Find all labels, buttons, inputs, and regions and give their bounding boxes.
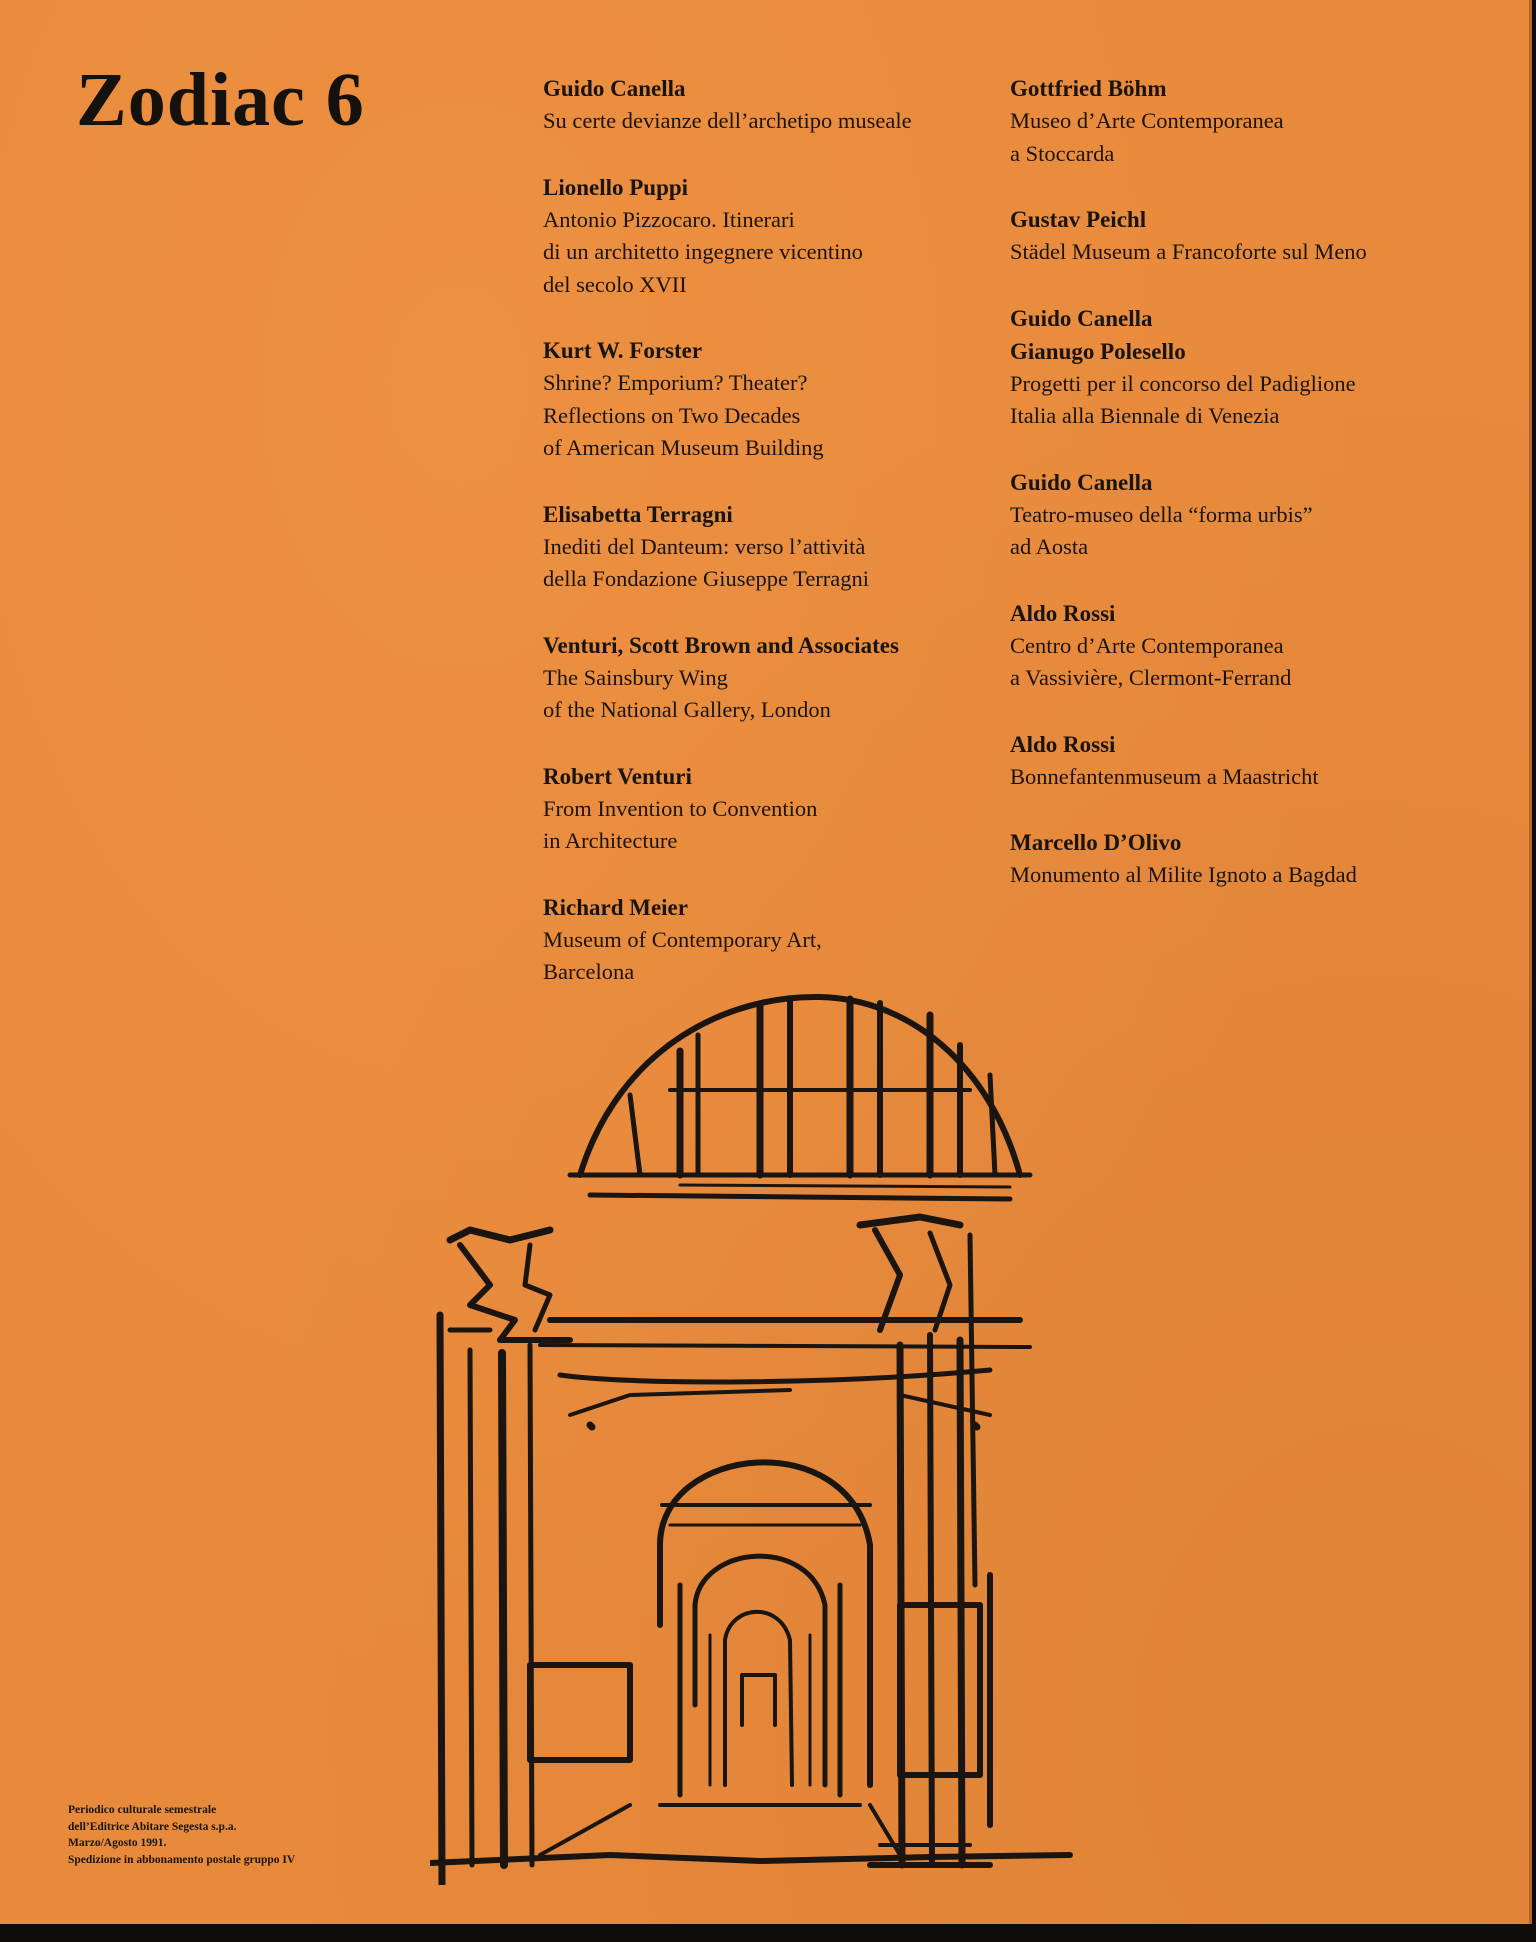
- contents-entry: [1010, 72, 1490, 170]
- entry-title-line: del secolo XVII: [543, 271, 687, 297]
- entry-author: Guido Canella: [1010, 305, 1153, 331]
- masthead-title: Zodiac 6: [76, 58, 365, 142]
- entry-author: Lionello Puppi: [543, 174, 689, 200]
- entry-author: Robert Venturi: [543, 763, 692, 789]
- entry-title-line: a Vassivière, Clermont-Ferrand: [1010, 665, 1292, 690]
- entry-title-line: a Stoccarda: [1010, 140, 1115, 166]
- contents-entry: [543, 171, 983, 302]
- entry-title-line: in Architecture: [543, 828, 678, 853]
- entry-title-line: Antonio Pizzocaro. Itinerari: [543, 206, 795, 232]
- entry-title-line: Progetti per il concorso del Padiglione: [1010, 370, 1356, 396]
- contents-entry: [543, 498, 983, 596]
- entry-title-line: of American Museum Building: [543, 435, 824, 460]
- contents-entry: [543, 334, 983, 465]
- entry-title-line: Städel Museum a Francoforte sul Meno: [1010, 239, 1367, 264]
- entry-title-line: della Fondazione Giuseppe Terragni: [543, 566, 870, 591]
- contents-entry: [1010, 597, 1490, 695]
- entry-author: Aldo Rossi: [1010, 600, 1116, 626]
- contents-entry: [1010, 728, 1490, 794]
- entry-title-line: di un architetto ingegnere vicentino: [543, 239, 863, 264]
- entry-author: Guido Canella: [1010, 469, 1153, 495]
- museum-gallery-sketch-icon: [430, 985, 1350, 1885]
- entry-author: Gottfried Böhm: [1010, 76, 1167, 101]
- entry-title-line: ad Aosta: [1010, 534, 1089, 559]
- entry-title-line: Inediti del Danteum: verso l’attività: [543, 533, 866, 559]
- entry-title-line: Monumento al Milite Ignoto a Bagdad: [1010, 862, 1357, 887]
- contents-entry: [1010, 826, 1490, 892]
- contents-entry: [543, 891, 983, 989]
- entry-title-line: Bonnefantenmuseum a Maastricht: [1010, 763, 1319, 789]
- contents-left-column: [543, 72, 983, 1022]
- entry-title-line: of the National Gallery, London: [543, 697, 831, 722]
- entry-title-line: Museo d’Arte Contemporanea: [1010, 108, 1284, 133]
- entry-title-line: Museum of Contemporary Art,: [543, 926, 822, 952]
- entry-title-line: Barcelona: [543, 959, 635, 984]
- entry-author: Richard Meier: [543, 894, 688, 920]
- imprint-line: Marzo/Agosto 1991.: [68, 1837, 167, 1849]
- entry-title-line: The Sainsbury Wing: [543, 664, 728, 690]
- imprint-line: Spedizione in abbonamento postale gruppo IV: [68, 1853, 296, 1866]
- imprint-line: dell’Editrice Abitare Segesta s.p.a.: [68, 1820, 237, 1833]
- entry-title-line: Su certe devianze dell’archetipo museale: [543, 108, 912, 133]
- entry-author: Venturi, Scott Brown and Associates: [543, 632, 899, 658]
- publisher-imprint: [68, 1802, 295, 1868]
- entry-author: Kurt W. Forster: [543, 338, 703, 363]
- entry-author: Marcello D’Olivo: [1010, 830, 1182, 855]
- entry-author-second: Gianugo Polesello: [1010, 338, 1186, 364]
- contents-entry: [543, 72, 983, 138]
- imprint-line: Periodico culturale semestrale: [68, 1804, 217, 1816]
- contents-entry: [543, 760, 983, 858]
- entry-author: Gustav Peichl: [1010, 207, 1147, 232]
- entry-author: Guido Canella: [543, 76, 686, 101]
- entry-title-line: Italia alla Biennale di Venezia: [1010, 403, 1280, 428]
- contents-entry: [1010, 302, 1490, 433]
- entry-title-line: Centro d’Arte Contemporanea: [1010, 632, 1284, 658]
- contents-entry: [1010, 466, 1490, 564]
- entry-title-line: Shrine? Emporium? Theater?: [543, 370, 808, 395]
- entry-title-line: Teatro-museo della “forma urbis”: [1010, 501, 1313, 527]
- entry-author: Aldo Rossi: [1010, 731, 1116, 757]
- contents-entry: [543, 629, 983, 727]
- contents-entry: [1010, 203, 1490, 269]
- contents-right-column: [1010, 72, 1490, 925]
- entry-title-line: Reflections on Two Decades: [543, 402, 801, 428]
- entry-title-line: From Invention to Convention: [543, 795, 818, 821]
- entry-author: Elisabetta Terragni: [543, 501, 733, 527]
